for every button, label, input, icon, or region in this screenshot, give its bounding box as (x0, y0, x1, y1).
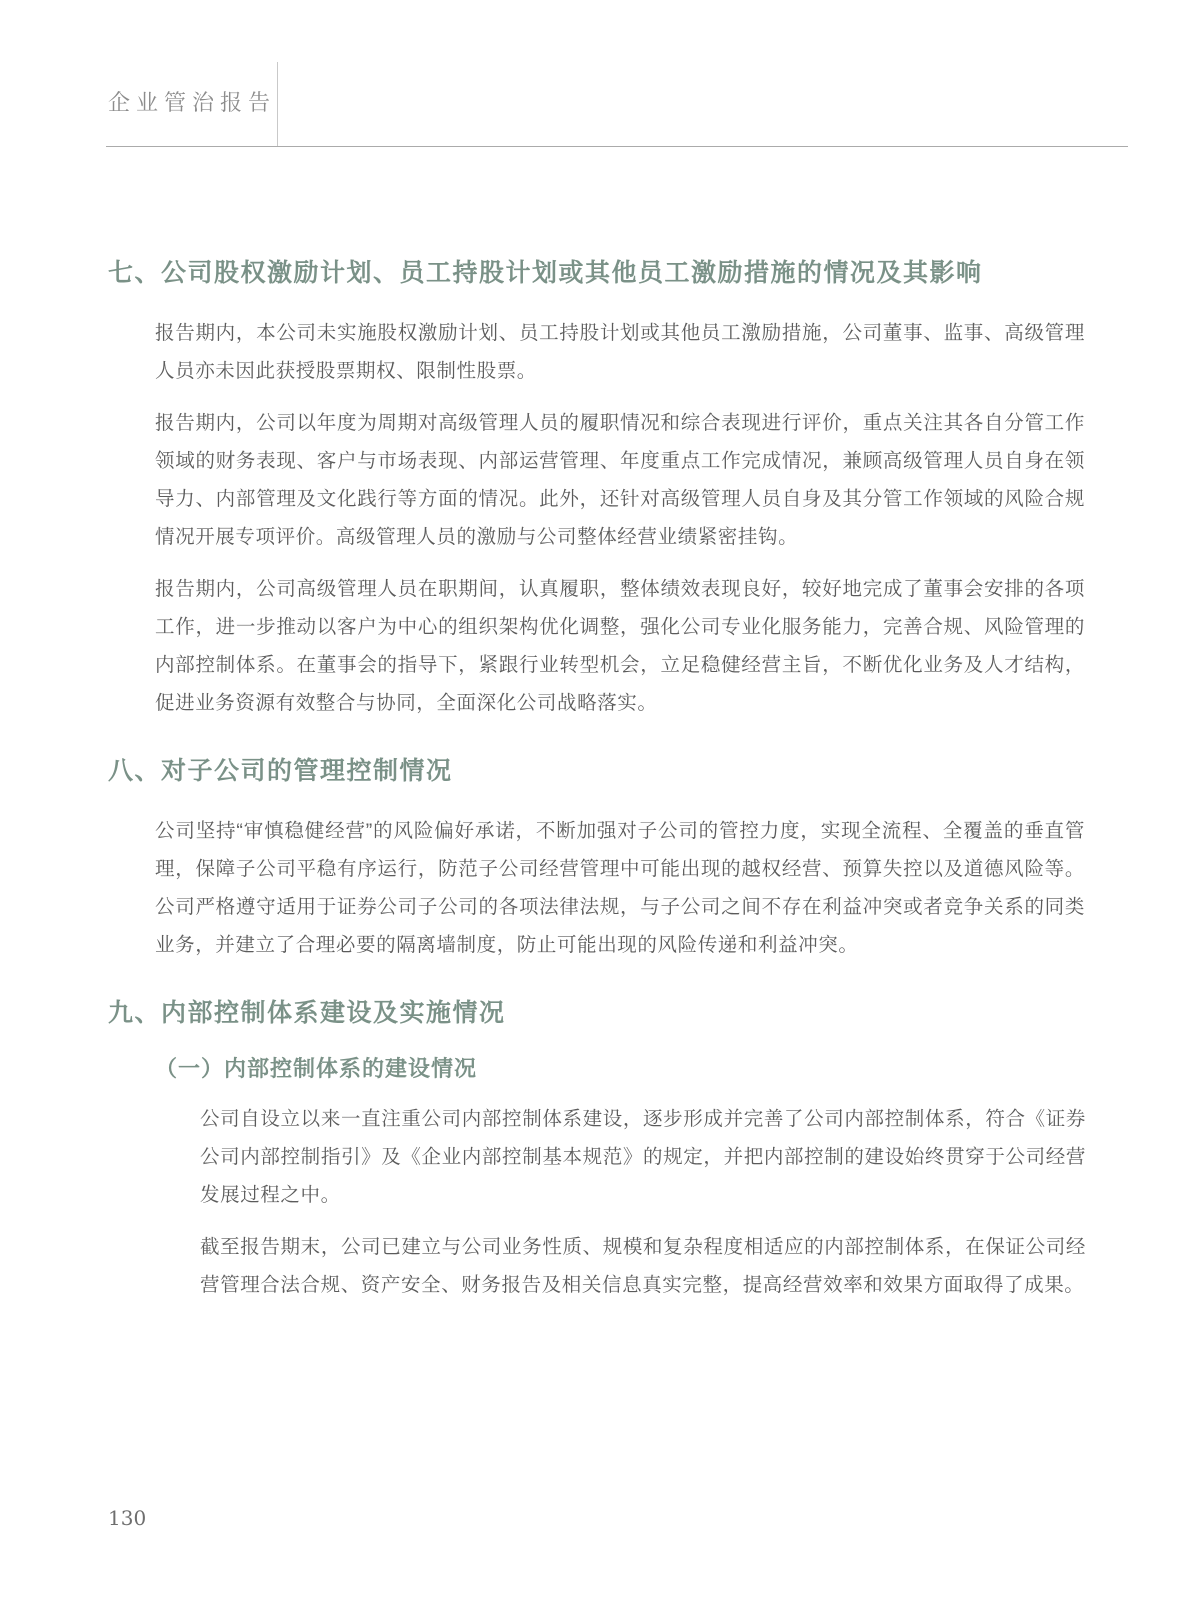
section-9-sub-1-heading: （一）内部控制体系的建设情况 (155, 1056, 478, 1081)
section-8-heading: 八、对子公司的管理控制情况 (108, 757, 453, 785)
page-number: 130 (108, 1506, 147, 1530)
section-7-paragraph-3: 报告期内，公司高级管理人员在职期间，认真履职，整体绩效表现良好，较好地完成了董事会安排的各项工作，进一步推动以客户为中心的组织架构优化调整，强化公司专业化服务能力，完善合规、风险管理的内部控制体系。在董事会的指导下，紧跟行业转型机会，立足稳健经营主旨，不断优化业务及人才结构，促进业务资源有效整合与协同，全面深化公司战略落实。 (155, 578, 1085, 714)
document-body (108, 0, 1130, 1318)
section-7-paragraph-1: 报告期内，本公司未实施股权激励计划、员工持股计划或其他员工激励措施，公司董事、监事、高级管理人员亦未因此获授股票期权、限制性股票。 (155, 322, 1085, 382)
section-7-paragraph-2: 报告期内，公司以年度为周期对高级管理人员的履职情况和综合表现进行评价，重点关注其各自分管工作领域的财务表现、客户与市场表现、内部运营管理、年度重点工作完成情况，兼顾高级管理人员自身在领导力、内部管理及文化践行等方面的情况。此外，还针对高级管理人员自身及其分管工作领域的风险合规情况开展专项评价。高级管理人员的激励与公司整体经营业绩紧密挂钩。 (155, 412, 1085, 548)
section-9-sub-1-paragraph-1: 公司自设立以来一直注重公司内部控制体系建设，逐步形成并完善了公司内部控制体系，符合《证券公司内部控制指引》及《企业内部控制基本规范》的规定，并把内部控制的建设始终贯穿于公司经营发展过程之中。 (200, 1108, 1086, 1206)
section-9 (108, 996, 1130, 1304)
running-header-title: 企业管治报告 (108, 90, 277, 115)
section-9-heading: 九、内部控制体系建设及实施情况 (108, 999, 506, 1027)
section-9-sub-1-paragraph-2: 截至报告期末，公司已建立与公司业务性质、规模和复杂程度相适应的内部控制体系，在保证公司经营管理合法合规、资产安全、财务报告及相关信息真实完整，提高经营效率和效果方面取得了成果。 (200, 1236, 1086, 1296)
section-8 (108, 754, 1130, 964)
section-8-paragraph-1: 公司坚持“审慎稳健经营”的风险偏好承诺，不断加强对子公司的管控力度，实现全流程、全覆盖的垂直管理，保障子公司平稳有序运行，防范子公司经营管理中可能出现的越权经营、预算失控以及道德风险等。公司严格遵守适用于证券公司子公司的各项法律法规，与子公司之间不存在利益冲突或者竞争关系的同类业务，并建立了合理必要的隔离墙制度，防止可能出现的风险传递和利益冲突。 (155, 820, 1085, 956)
section-7-heading: 七、公司股权激励计划、员工持股计划或其他员工激励措施的情况及其影响 (108, 259, 983, 287)
section-7 (108, 256, 1130, 722)
